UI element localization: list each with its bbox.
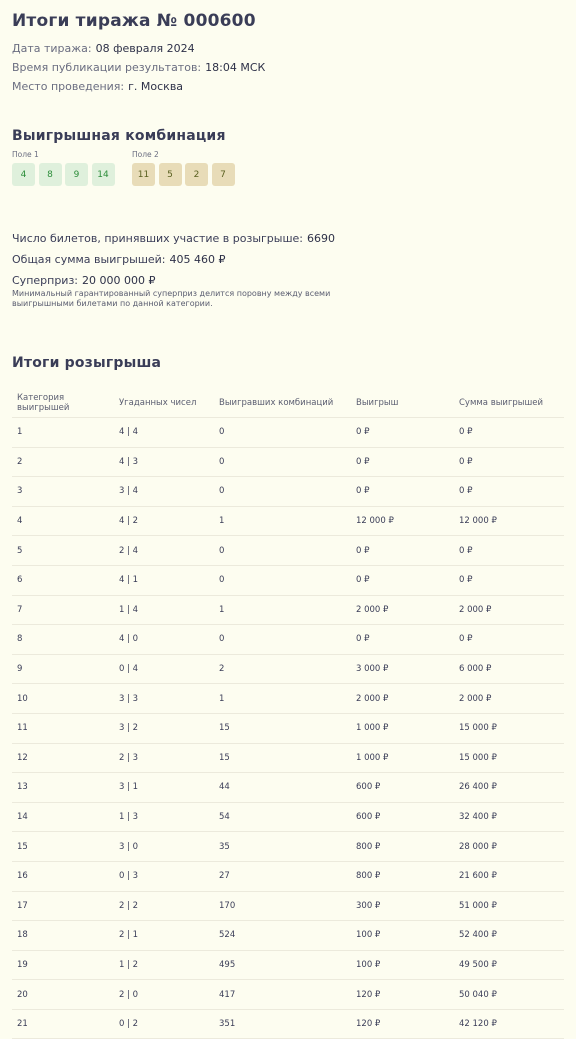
field-2-ball: 5 — [159, 163, 182, 186]
table-row — [12, 1009, 564, 1039]
cell-winning-combinations: 2 — [214, 654, 351, 684]
field-1-ball: 14 — [92, 163, 115, 186]
column-header-category: Категория выигрышей — [12, 388, 114, 418]
cell-prize: 0 ₽ — [351, 477, 454, 507]
table-row — [12, 625, 564, 655]
cell-winning-combinations: 1 — [214, 595, 351, 625]
field-1 — [12, 150, 118, 186]
cell-category: 20 — [12, 980, 114, 1010]
superprize — [12, 270, 564, 291]
cell-category: 6 — [12, 565, 114, 595]
cell-category: 14 — [12, 802, 114, 832]
cell-prize-total: 28 000 ₽ — [454, 832, 564, 862]
table-row — [12, 447, 564, 477]
cell-prize-total: 0 ₽ — [454, 565, 564, 595]
cell-prize-total: 0 ₽ — [454, 418, 564, 448]
cell-winning-combinations: 351 — [214, 1009, 351, 1039]
cell-winning-combinations: 417 — [214, 980, 351, 1010]
cell-prize: 0 ₽ — [351, 625, 454, 655]
cell-prize-total: 32 400 ₽ — [454, 802, 564, 832]
field-2-ball: 7 — [212, 163, 235, 186]
cell-winning-combinations: 0 — [214, 565, 351, 595]
cell-category: 12 — [12, 743, 114, 773]
table-row — [12, 595, 564, 625]
cell-category: 17 — [12, 891, 114, 921]
cell-guessed: 4 | 4 — [114, 418, 214, 448]
column-header-prize-total: Сумма выигрышей — [454, 388, 564, 418]
draw-place — [12, 77, 564, 96]
draw-place-value: г. Москва — [128, 80, 184, 93]
cell-winning-combinations: 0 — [214, 447, 351, 477]
cell-category: 21 — [12, 1009, 114, 1039]
table-row — [12, 950, 564, 980]
cell-prize: 600 ₽ — [351, 802, 454, 832]
cell-category: 16 — [12, 861, 114, 891]
cell-category: 18 — [12, 921, 114, 951]
results-table — [12, 388, 564, 1039]
draw-place-label: Место проведения: — [12, 80, 125, 93]
cell-guessed: 3 | 2 — [114, 713, 214, 743]
field-2 — [132, 150, 238, 186]
cell-prize: 600 ₽ — [351, 773, 454, 803]
cell-winning-combinations: 15 — [214, 743, 351, 773]
table-row — [12, 891, 564, 921]
cell-guessed: 1 | 4 — [114, 595, 214, 625]
table-row — [12, 654, 564, 684]
cell-prize-total: 51 000 ₽ — [454, 891, 564, 921]
cell-prize: 1 000 ₽ — [351, 713, 454, 743]
cell-guessed: 4 | 0 — [114, 625, 214, 655]
cell-guessed: 3 | 3 — [114, 684, 214, 714]
cell-prize-total: 52 400 ₽ — [454, 921, 564, 951]
cell-prize: 2 000 ₽ — [351, 684, 454, 714]
cell-prize: 100 ₽ — [351, 921, 454, 951]
tickets-count-value: 6690 — [307, 232, 336, 245]
cell-prize-total: 12 000 ₽ — [454, 506, 564, 536]
table-row — [12, 861, 564, 891]
cell-winning-combinations: 170 — [214, 891, 351, 921]
cell-guessed: 0 | 2 — [114, 1009, 214, 1039]
cell-prize: 800 ₽ — [351, 832, 454, 862]
cell-guessed: 4 | 1 — [114, 565, 214, 595]
winning-combination-title: Выигрышная комбинация — [12, 128, 226, 144]
cell-prize-total: 42 120 ₽ — [454, 1009, 564, 1039]
table-row — [12, 565, 564, 595]
table-row — [12, 713, 564, 743]
table-row — [12, 477, 564, 507]
cell-category: 10 — [12, 684, 114, 714]
field-1-ball: 9 — [65, 163, 88, 186]
column-header-guessed: Угаданных чисел — [114, 388, 214, 418]
tickets-count — [12, 228, 564, 249]
cell-winning-combinations: 27 — [214, 861, 351, 891]
cell-guessed: 1 | 2 — [114, 950, 214, 980]
tickets-count-label: Число билетов, принявших участие в розыгрыше: — [12, 232, 304, 245]
results-table-header — [12, 388, 564, 418]
cell-prize: 3 000 ₽ — [351, 654, 454, 684]
cell-guessed: 0 | 3 — [114, 861, 214, 891]
cell-prize: 0 ₽ — [351, 447, 454, 477]
winning-combination — [12, 128, 564, 186]
cell-category: 4 — [12, 506, 114, 536]
draw-date-label: Дата тиража: — [12, 42, 92, 55]
total-winnings-label: Общая сумма выигрышей: — [12, 253, 166, 266]
draw-stats — [12, 228, 564, 309]
cell-prize: 120 ₽ — [351, 1009, 454, 1039]
total-winnings — [12, 249, 564, 270]
field-2-ball: 11 — [132, 163, 155, 186]
cell-winning-combinations: 35 — [214, 832, 351, 862]
cell-prize-total: 26 400 ₽ — [454, 773, 564, 803]
cell-guessed: 2 | 1 — [114, 921, 214, 951]
table-row — [12, 506, 564, 536]
draw-date-value: 08 февраля 2024 — [95, 42, 195, 55]
cell-guessed: 2 | 2 — [114, 891, 214, 921]
field-2-ball: 2 — [185, 163, 208, 186]
cell-winning-combinations: 0 — [214, 418, 351, 448]
cell-winning-combinations: 524 — [214, 921, 351, 951]
cell-category: 3 — [12, 477, 114, 507]
cell-category: 8 — [12, 625, 114, 655]
cell-prize-total: 21 600 ₽ — [454, 861, 564, 891]
cell-winning-combinations: 54 — [214, 802, 351, 832]
field-1-ball: 8 — [39, 163, 62, 186]
cell-guessed: 4 | 2 — [114, 506, 214, 536]
cell-category: 9 — [12, 654, 114, 684]
cell-prize-total: 50 040 ₽ — [454, 980, 564, 1010]
table-row — [12, 743, 564, 773]
cell-category: 19 — [12, 950, 114, 980]
superprize-value: 20 000 000 ₽ — [82, 274, 156, 287]
cell-guessed: 2 | 3 — [114, 743, 214, 773]
cell-prize-total: 15 000 ₽ — [454, 713, 564, 743]
table-row — [12, 802, 564, 832]
cell-category: 2 — [12, 447, 114, 477]
results-title: Итоги розыгрыша — [12, 355, 162, 371]
cell-winning-combinations: 0 — [214, 536, 351, 566]
cell-winning-combinations: 1 — [214, 506, 351, 536]
superprize-note: Минимальный гарантированный суперприз делится поровну между всеми выигрышными билетами по данной категории. — [12, 289, 331, 308]
cell-category: 7 — [12, 595, 114, 625]
field-1-label: Поле 1 — [12, 150, 39, 159]
cell-prize-total: 2 000 ₽ — [454, 595, 564, 625]
column-header-winning-combinations: Выигравших комбинаций — [214, 388, 351, 418]
column-header-prize: Выигрыш — [351, 388, 454, 418]
cell-prize: 300 ₽ — [351, 891, 454, 921]
cell-prize-total: 2 000 ₽ — [454, 684, 564, 714]
cell-prize: 0 ₽ — [351, 565, 454, 595]
cell-guessed: 2 | 4 — [114, 536, 214, 566]
publish-time — [12, 58, 564, 77]
total-winnings-value: 405 460 ₽ — [169, 253, 226, 266]
cell-category: 1 — [12, 418, 114, 448]
cell-category: 11 — [12, 713, 114, 743]
table-row — [12, 773, 564, 803]
cell-winning-combinations: 1 — [214, 684, 351, 714]
cell-prize-total: 49 500 ₽ — [454, 950, 564, 980]
cell-winning-combinations: 44 — [214, 773, 351, 803]
cell-prize-total: 6 000 ₽ — [454, 654, 564, 684]
table-row — [12, 536, 564, 566]
cell-guessed: 2 | 0 — [114, 980, 214, 1010]
draw-meta — [12, 39, 564, 96]
cell-guessed: 4 | 3 — [114, 447, 214, 477]
table-row — [12, 980, 564, 1010]
cell-prize: 0 ₽ — [351, 418, 454, 448]
cell-winning-combinations: 0 — [214, 625, 351, 655]
cell-prize: 1 000 ₽ — [351, 743, 454, 773]
superprize-label: Суперприз: — [12, 274, 79, 287]
table-row — [12, 418, 564, 448]
cell-category: 15 — [12, 832, 114, 862]
publish-time-value: 18:04 МСК — [205, 61, 266, 74]
results-table-body — [12, 418, 564, 1039]
cell-winning-combinations: 0 — [214, 477, 351, 507]
table-row — [12, 921, 564, 951]
cell-guessed: 3 | 1 — [114, 773, 214, 803]
cell-prize: 800 ₽ — [351, 861, 454, 891]
cell-prize-total: 0 ₽ — [454, 536, 564, 566]
cell-prize-total: 0 ₽ — [454, 477, 564, 507]
cell-category: 5 — [12, 536, 114, 566]
cell-prize-total: 0 ₽ — [454, 625, 564, 655]
cell-prize: 12 000 ₽ — [351, 506, 454, 536]
cell-category: 13 — [12, 773, 114, 803]
publish-time-label: Время публикации результатов: — [12, 61, 202, 74]
cell-prize: 100 ₽ — [351, 950, 454, 980]
cell-winning-combinations: 15 — [214, 713, 351, 743]
cell-prize-total: 0 ₽ — [454, 447, 564, 477]
field-1-ball: 4 — [12, 163, 35, 186]
page-title: Итоги тиража № 000600 — [12, 11, 256, 31]
cell-guessed: 0 | 4 — [114, 654, 214, 684]
cell-guessed: 1 | 3 — [114, 802, 214, 832]
cell-prize-total: 15 000 ₽ — [454, 743, 564, 773]
cell-guessed: 3 | 4 — [114, 477, 214, 507]
draw-date — [12, 39, 564, 58]
cell-guessed: 3 | 0 — [114, 832, 214, 862]
cell-prize: 2 000 ₽ — [351, 595, 454, 625]
cell-winning-combinations: 495 — [214, 950, 351, 980]
field-2-label: Поле 2 — [132, 150, 159, 159]
cell-prize: 120 ₽ — [351, 980, 454, 1010]
table-row — [12, 832, 564, 862]
cell-prize: 0 ₽ — [351, 536, 454, 566]
table-row — [12, 684, 564, 714]
